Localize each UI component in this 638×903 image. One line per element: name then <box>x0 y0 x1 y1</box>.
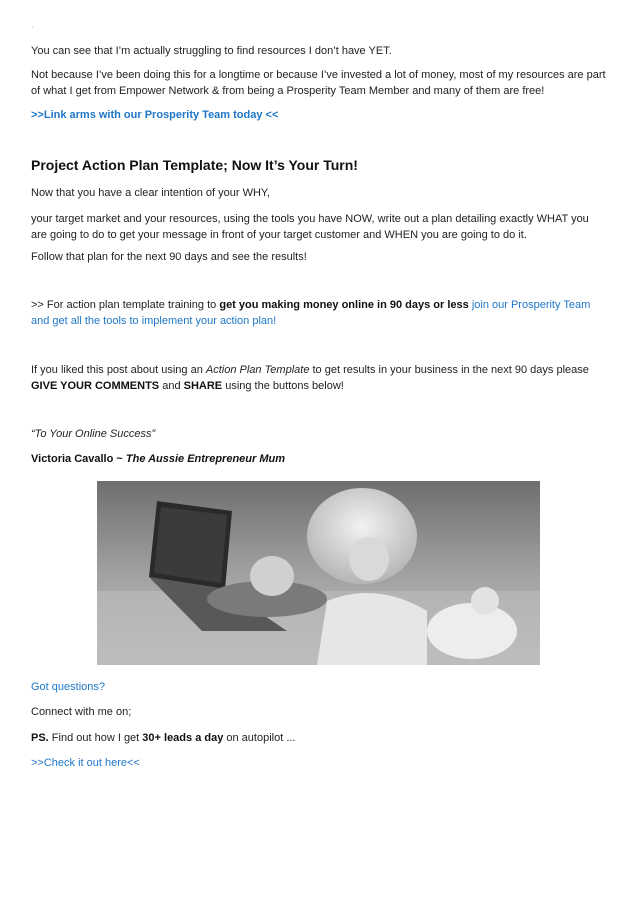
paragraph-struggling <box>31 43 607 59</box>
paragraph-text <box>31 362 607 394</box>
text-span: Find out how I get <box>48 732 143 744</box>
connect-block <box>31 704 607 720</box>
paragraph-text: Not because I’ve been doing this for a longtime or because I’ve invested a lot of money, most of my resources are part of what I get from Empower Network & from being a Prosperity Team Member and many of them are free! <box>31 69 606 97</box>
photo-illustration <box>97 481 540 665</box>
cut-off-text-fragment: , <box>31 18 35 30</box>
text-span: >> For action plan template training to <box>31 299 220 311</box>
ps-block <box>31 730 607 746</box>
text-span: using the buttons below! <box>222 380 344 392</box>
paragraph-comments <box>31 362 607 394</box>
paragraph-why <box>31 185 607 201</box>
paragraph-follow <box>31 249 607 265</box>
check-it-out-block <box>31 755 607 771</box>
text-span: to get results in your business in the next 90 days please <box>309 364 589 376</box>
paragraph-text: Connect with me on; <box>31 706 132 718</box>
got-questions-link[interactable]: Got questions? <box>31 681 105 693</box>
ps-label: PS. <box>31 732 49 744</box>
prosperity-team-link-block <box>31 107 607 123</box>
author-title: The Aussie Entrepreneur Mum <box>125 453 285 465</box>
page-heading: Project Action Plan Template; Now It’s Your Turn! <box>31 157 358 173</box>
signoff-quote <box>31 426 607 442</box>
bold-text: get you making money online in 90 days or less <box>219 299 469 311</box>
paragraph-resources <box>31 67 607 99</box>
quote-text: “To Your Online Success” <box>31 428 156 440</box>
got-questions-block <box>31 679 607 695</box>
join-prosperity-team-link[interactable]: join our Prosperity Team and get all the tools to implement your action plan! <box>31 299 591 327</box>
bold-text: GIVE YOUR COMMENTS <box>31 380 160 392</box>
prosperity-team-link[interactable]: >>Link arms with our Prosperity Team today << <box>31 109 279 121</box>
paragraph-text: You can see that I’m actually struggling to find resources I don’t have YET. <box>31 45 392 57</box>
text-span: and <box>159 380 184 392</box>
paragraph-plan <box>31 211 607 243</box>
paragraph-text: Follow that plan for the next 90 days and see the results! <box>31 251 307 263</box>
text-span: on autopilot ... <box>223 732 296 744</box>
text-span: If you liked this post about using an <box>31 364 206 376</box>
italic-text: Action Plan Template <box>205 364 310 376</box>
section-heading <box>31 156 607 174</box>
laptop-photo <box>97 481 540 665</box>
bold-text: 30+ leads a day <box>142 732 224 744</box>
signature <box>31 451 607 467</box>
paragraph-text <box>31 297 607 329</box>
bold-text: SHARE <box>183 380 223 392</box>
paragraph-training <box>31 297 607 329</box>
paragraph-text: your target market and your resources, using the tools you have NOW, write out a plan detailing exactly WHAT you are going to do to get your message in front of your target customer and WHEN you are going to do it. <box>31 213 589 241</box>
paragraph-text: Now that you have a clear intention of your WHY, <box>31 187 270 199</box>
author-name: Victoria Cavallo ~ <box>31 453 126 465</box>
check-it-out-link[interactable]: >>Check it out here<< <box>31 757 140 769</box>
